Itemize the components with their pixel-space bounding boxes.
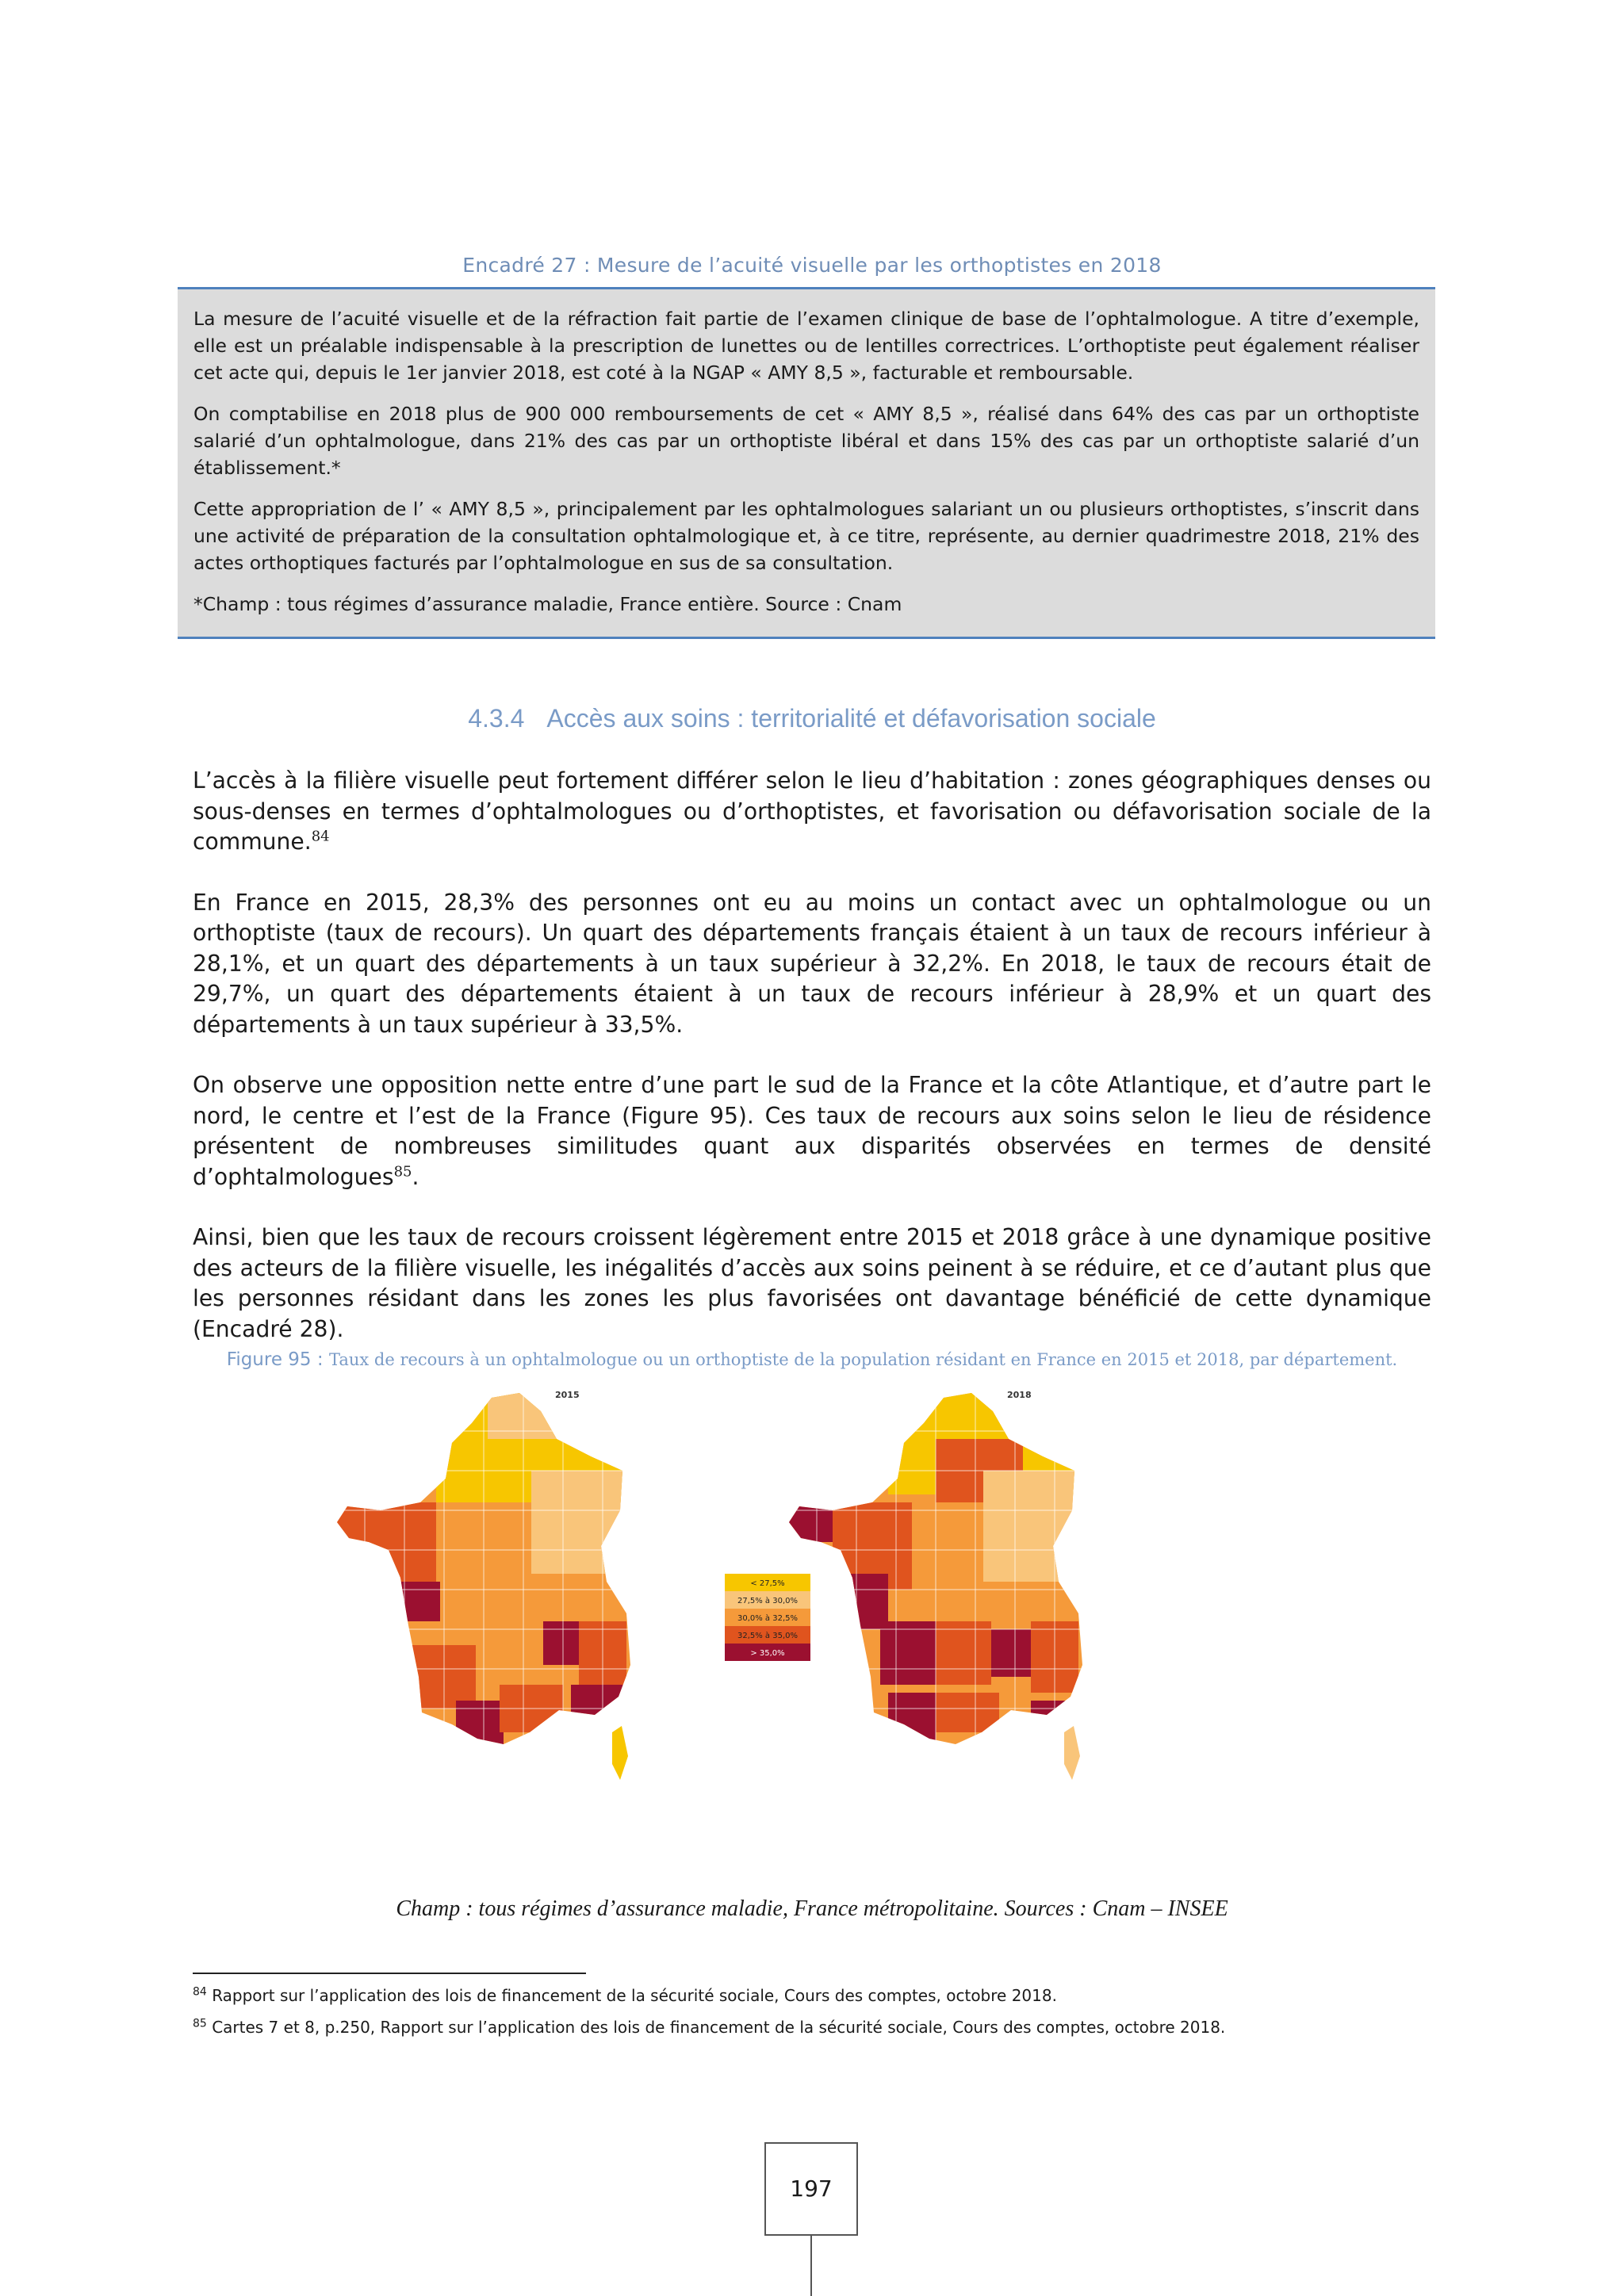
paragraph-text: L’accès à la filière visuelle peut fortement différer selon le lieu d’habitation : zones géographiques denses ou sous-denses en termes d’ophtalmologues ou d’orthoptistes, et favorisation ou défavorisation sociale de la commune.: [193, 767, 1431, 855]
map-2015: [333, 1383, 650, 1756]
footnote-84: [193, 1984, 1430, 2007]
figure-caption: [0, 1349, 1624, 1370]
legend-label-3: 30,0% à 32,5%: [737, 1614, 799, 1623]
figure-label: Figure 95 :: [226, 1349, 324, 1370]
footnote-text: Cartes 7 et 8, p.250, Rapport sur l’application des lois de financement de la sécurité sociale, Cours des comptes, octobre 2018.: [212, 2018, 1226, 2037]
section-heading: [0, 704, 1624, 733]
body-paragraph-1: [193, 766, 1431, 858]
paragraph-text: On observe une opposition nette entre d’une part le sud de la France et la côte Atlantique, et d’autre part le nord, le centre et l’est de la France (Figure 95). Ces taux de recours aux soins selon le lieu de résidence présentent de nombreuses similitudes quant aux disparités observées en termes de densité d’ophtalmologues: [193, 1072, 1431, 1190]
figure-source: Champ : tous régimes d’assurance maladie, France métropolitaine. Sources : Cnam – INSEE: [396, 1896, 1228, 1921]
footnote-ref-85[interactable]: 85: [393, 1163, 412, 1181]
body-paragraph-4: Ainsi, bien que les taux de recours croissent légèrement entre 2015 et 2018 grâce à une dynamique positive des acteurs de la filière visuelle, les inégalités d’accès aux soins peinent à se réduire, et ce d’autant plus que les personnes résidant dans les zones les plus favorisées ont davantage bénéficié de cette dynamique (Encadré 28).: [193, 1224, 1431, 1342]
encadre-box: [178, 287, 1435, 639]
section-number: 4.3.4: [468, 704, 525, 733]
figure-maps: [333, 1383, 1229, 1891]
map-title-2015: 2015: [555, 1390, 580, 1400]
footnote-85: [193, 2015, 1430, 2039]
footnote-separator: [193, 1973, 586, 1974]
map-2018: [785, 1383, 1102, 1756]
footnote-number: 85: [193, 2017, 207, 2030]
box-paragraph-1: La mesure de l’acuité visuelle et de la réfraction fait partie de l’examen clinique de base de l’ophtalmologue. A titre d’exemple, elle est un préalable indispensable à la prescription de lunettes ou de lentilles correctrices. L’orthoptiste peut également réaliser cet acte qui, depuis le 1er janvier 2018, est coté à la NGAP « AMY 8,5 », facturable et remboursable.: [193, 308, 1419, 384]
box-paragraph-3: Cette appropriation de l’ « AMY 8,5 », principalement par les ophtalmologues salariant un ou plusieurs orthoptistes, s’inscrit dans une activité de préparation de la consultation ophtalmologique et, à ce titre, représente, au dernier quadrimestre 2018, 21% des actes orthoptiques facturés par l’ophtalmologue en sus de sa consultation.: [193, 498, 1419, 574]
paragraph-end: .: [412, 1163, 419, 1190]
legend-label-2: 27,5% à 30,0%: [737, 1597, 799, 1605]
legend-label-1: < 27,5%: [750, 1579, 785, 1588]
footnotes: [193, 1984, 1430, 2047]
box-paragraph-2: On comptabilise en 2018 plus de 900 000 remboursements de cet « AMY 8,5 », réalisé dans 64% des cas par un orthoptiste salarié d’un ophtalmologue, dans 21% des cas par un orthoptiste libéral et dans 15% des cas par un orthoptiste salarié d’un établissement.*: [193, 403, 1419, 479]
figure-caption-text: Taux de recours à un ophtalmologue ou un orthoptiste de la population résidant en France en 2015 et 2018, par département.: [328, 1350, 1398, 1369]
page-number: 197: [764, 2142, 858, 2236]
corsica-2018: [1064, 1726, 1080, 1780]
corsica-2015: [612, 1726, 628, 1780]
maps-image: [333, 1383, 1229, 1891]
map-legend: [725, 1574, 810, 1661]
legend-label-4: 32,5% à 35,0%: [737, 1632, 799, 1640]
legend-label-5: > 35,0%: [750, 1649, 785, 1658]
body-text: [193, 766, 1431, 1375]
box-source: *Champ : tous régimes d’assurance maladie, France entière. Source : Cnam: [193, 593, 902, 615]
section-title: Accès aux soins : territorialité et défavorisation sociale: [546, 704, 1156, 733]
body-paragraph-2: En France en 2015, 28,3% des personnes ont eu au moins un contact avec un ophtalmologue ou un orthoptiste (taux de recours). Un quart des départements français étaient à un taux de recours inférieur à 28,1%, et un quart des départements à un taux supérieur à 32,2%. En 2018, le taux de recours était de 29,7%, un quart des départements étaient à un taux de recours inférieur à 28,9% et un quart des départements à un taux supérieur à 33,5%.: [193, 889, 1431, 1038]
page-number-line: [810, 2236, 812, 2296]
footnote-ref-84[interactable]: 84: [311, 828, 330, 845]
body-paragraph-3: [193, 1070, 1431, 1192]
box-title: Encadré 27 : Mesure de l’acuité visuelle par les orthoptistes en 2018: [462, 254, 1162, 277]
footnote-number: 84: [193, 1985, 207, 1999]
footnote-text: Rapport sur l’application des lois de financement de la sécurité sociale, Cours des comptes, octobre 2018.: [212, 1986, 1057, 2005]
map-title-2018: 2018: [1007, 1390, 1032, 1400]
